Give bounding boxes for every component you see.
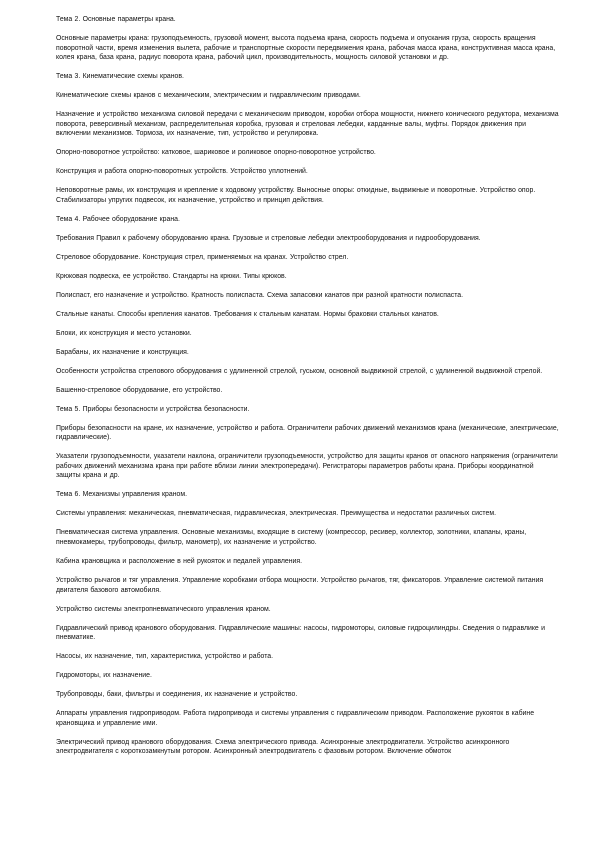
paragraph: Электрический привод кранового оборудования. Схема электрического привода. Асинхронные электродвигатели. Устройство асинхронного электродвигателя с короткозамкнутым ротором. Асинхронный электродвигатель с фазовым ротором. Включение обмоток [56,738,510,756]
paragraph: Кабина крановщика и расположение в ней рукояток и педалей управления. [56,557,302,565]
paragraph: Особенности устройства стрелового оборудования с удлиненной стрелой, гуськом, основной выдвижной стрелой, с удлиненной выдвижной стрелой. [56,367,543,375]
paragraph: Блоки, их конструкция и место установки. [56,329,192,337]
paragraph: Системы управления: механическая, пневматическая, гидравлическая, электрическая. Преимущества и недостатки различных систем. [56,510,496,518]
paragraph: Аппараты управления гидроприводом. Работа гидропривода и системы управления с гидравлическим приводом. Расположение рукояток в кабине крановщика и управление ими. [56,710,535,727]
paragraph: Основные параметры крана: грузоподъемность, грузовой момент, высота подъема крана, скорость подъема и опускания груза, скорость вращения поворотной части, время изменения вылета, рабочие и транспортные скорости передвижения крана, рабочая масса крана, конструктивная масса крана, колея крана, база крана, радиус поворота крана, рабочий цикл, производительность, мощность силовой установки и др. [56,34,556,62]
section-heading: Тема 2. Основные параметры крана. [56,16,176,23]
paragraph: Гидравлический привод кранового оборудования. Гидравлические машины: насосы, гидромоторы, силовые гидроцилиндры. Сведения о гидравлике и пневматике. [56,624,545,642]
paragraph: Приборы безопасности на кране, их назначение, устройство и работа. Ограничители рабочих движений механизмов крана (механические, электрические, гидравлические). [56,424,559,442]
paragraph: Опорно-поворотное устройство: катковое, шариковое и роликовое опорно-поворотное устройство. [56,149,376,157]
paragraph: Насосы, их назначение, тип, характеристика, устройство и работа. [56,653,274,661]
paragraph: Стальные канаты. Способы крепления канатов. Требования к стальным канатам. Нормы браковки стальных канатов. [56,310,439,318]
paragraph: Полиспаст, его назначение и устройство. Кратность полиспаста. Схема запасовки канатов при разной кратности полиспаста. [56,291,464,299]
paragraph: Конструкция и работа опорно-поворотных устройств. Устройство уплотнений. [56,168,308,176]
section-heading: Тема 6. Механизмы управления краном. [56,491,187,499]
paragraph: Трубопроводы, баки, фильтры и соединения, их назначение и устройство. [56,691,298,699]
paragraph: Стреловое оборудование. Конструкция стрел, применяемых на кранах. Устройство стрел. [56,253,349,261]
paragraph: Гидромоторы, их назначение. [56,672,152,680]
paragraph: Требования Правил к рабочему оборудованию крана. Грузовые и стреловые лебедки электрооборудования и гидрооборудования. [56,234,481,242]
document-body [56,15,560,766]
section-heading: Тема 5. Приборы безопасности и устройства безопасности. [56,405,250,413]
paragraph: Назначение и устройство механизма силовой передачи с механическим приводом, коробки отбора мощности, нижнего конического редуктора, механизма поворота, реверсивный механизм, распределительная коробка, грузовая и стреловая лебедки, карданные валы, муфты. Порядок движения при включении механизмов. Тормоза, их назначение, тип, устройство и регулировка. [56,111,559,138]
paragraph: Барабаны, их назначение и конструкция. [56,348,189,356]
section-heading: Тема 4. Рабочее оборудование крана. [56,215,180,223]
paragraph: Башенно-стреловое оборудование, его устройство. [56,386,223,394]
section-heading: Тема 3. Кинематические схемы кранов. [56,73,184,81]
paragraph: Кинематические схемы кранов с механическим, электрическим и гидравлическим приводами. [56,92,361,100]
paragraph: Неповоротные рамы, их конструкция и крепление к ходовому устройству. Выносные опоры: откидные, выдвижные и поворотные. Устройство опор. Стабилизаторы упругих подвесок, их назначение, устройство и принцип действия. [56,187,536,204]
paragraph: Пневматическая система управления. Основные механизмы, входящие в систему (компрессор, ресивер, коллектор, золотники, клапаны, краны, пневмокамеры, трубопроводы, фильтр, манометр), их назначение и устройство. [56,529,527,546]
paragraph: Указатели грузоподъемности, указатели наклона, ограничители грузоподъемности, устройство для защиты кранов от опасного напряжения (ограничители рабочих движений механизма крана при работе вблизи линии электропередачи). Регистраторы параметров работы крана. Приборы координатной защиты крана и др. [56,453,558,480]
paragraph: Устройство системы электропневматического управления краном. [56,605,271,613]
paragraph: Крюковая подвеска, ее устройство. Стандарты на крюки. Типы крюков. [56,272,287,280]
paragraph: Устройство рычагов и тяг управления. Управление коробками отбора мощности. Устройство рычагов, тяг, фиксаторов. Управление системой питания двигателя базового автомобиля. [56,576,544,594]
